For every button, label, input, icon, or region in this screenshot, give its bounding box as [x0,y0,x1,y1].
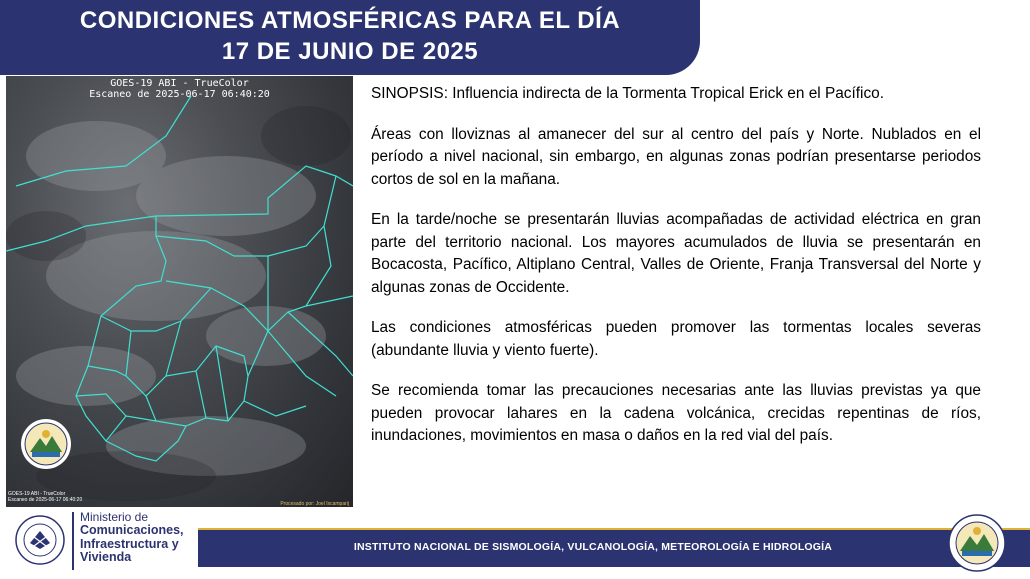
page-title-line1: CONDICIONES ATMOSFÉRICAS PARA EL DÍA [79,7,621,34]
header-banner [0,0,700,75]
ministry-line1: Ministerio de [80,510,149,524]
ministry-line4: Vivienda [80,550,132,564]
synopsis-paragraph: SINOPSIS: Influencia indirecta de la Tormenta Tropical Erick en el Pacífico. [371,85,884,102]
guatemala-coat-of-arms-icon [14,513,66,567]
satellite-footer-line1: GOES-19 ABI - TrueColor [8,491,66,497]
ministry-name [74,511,204,565]
satellite-scan-time: Escaneo de 2025-06-17 06:40:20 [89,89,270,100]
satellite-title: GOES-19 ABI - TrueColor [110,78,249,89]
satellite-image [6,76,353,507]
insivumeh-seal-icon [20,418,72,470]
insivumeh-footer-seal-icon [948,514,1006,572]
ministry-line3: Infraestructura y [80,536,179,551]
morning-paragraph: Áreas con lloviznas al amanecer del sur al centro del país y Norte. Nublados en el período a nivel nacional, sin embargo, en algunas zonas podrían presentarse periodos cortos de sol en la mañana. [371,125,981,188]
institute-name: INSTITUTO NACIONAL DE SISMOLOGÍA, VULCANOLOGÍA, METEOROLOGÍA E HIDROLOGÍA [353,541,833,553]
forecast-text [371,83,981,466]
ministry-line2: Comunicaciones, [80,523,184,537]
afternoon-paragraph: En la tarde/noche se presentarán lluvias acompañadas de actividad eléctrica en gran parte del territorio nacional. Los mayores acumulados de lluvia se presentarán en Bocacosta, Pacífico, Altiplano Central, Valles de Oriente, Franja Transversal del Norte y algunas zonas de Occidente. [371,211,981,296]
satellite-footer-left [8,491,82,503]
satellite-footer-credit: Procesado por: Joel Ixcamparij [280,501,349,507]
recommendation-paragraph: Se recomienda tomar las precauciones necesarias ante las lluvias previstas ya que pueden provocar lahares en la cadena volcánica, crecidas repentinas de ríos, inundaciones, movimientos en masa o daños en la red vial del país. [371,382,981,444]
page-title-date: 17 DE JUNIO DE 2025 [221,38,479,65]
satellite-footer-line2: Escaneo de 2025-06-17 06:40:20 [8,497,83,503]
storms-paragraph: Las condiciones atmosféricas pueden promover las tormentas locales severas (abundante lluvia y viento fuerte). [371,319,981,359]
